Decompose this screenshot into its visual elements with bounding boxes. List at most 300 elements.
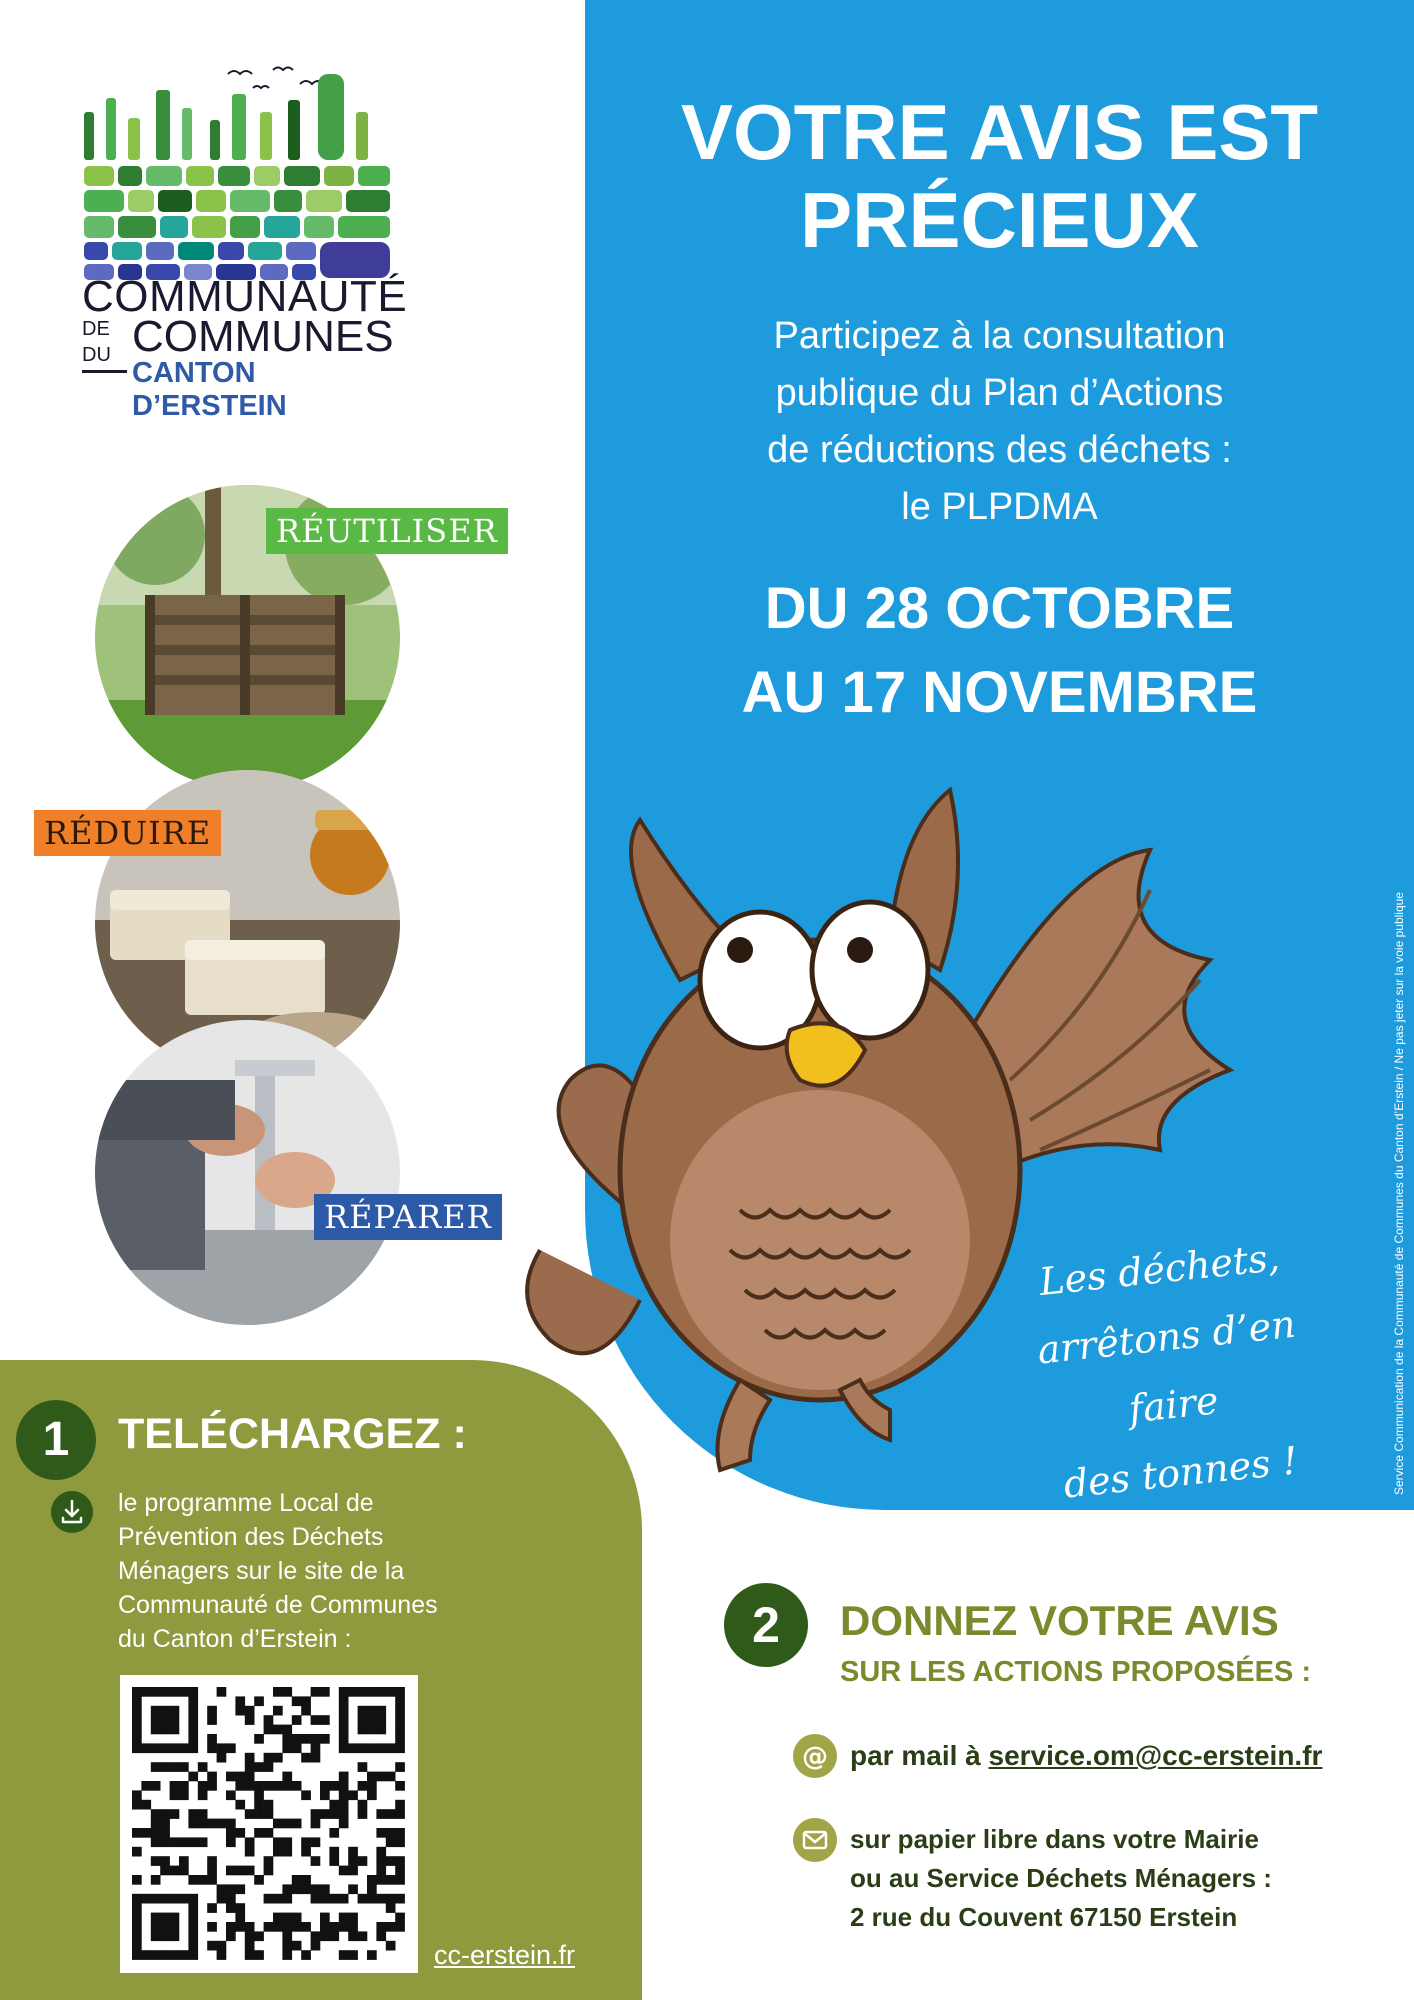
qr-module [217, 1941, 227, 1951]
qr-module [179, 1866, 189, 1876]
qr-module [386, 1894, 396, 1904]
qr-module [292, 1884, 302, 1894]
qr-module [376, 1743, 386, 1753]
tag-reduce: RÉDUIRE [34, 810, 221, 856]
qr-module [235, 1913, 245, 1923]
step-2-title: DONNEZ VOTRE AVIS [840, 1597, 1279, 1644]
qr-module [160, 1894, 170, 1904]
qr-module [132, 1950, 142, 1960]
qr-module [311, 1931, 321, 1941]
qr-module [207, 1941, 217, 1951]
qr-module [386, 1828, 396, 1838]
qr-module [151, 1856, 161, 1866]
qr-module [311, 1819, 321, 1829]
logo-divider [82, 370, 127, 373]
qr-code[interactable] [120, 1675, 418, 1973]
qr-module [395, 1725, 405, 1735]
qr-module [179, 1856, 189, 1866]
qr-module [264, 1781, 274, 1791]
qr-module [245, 1781, 255, 1791]
qr-module [311, 1734, 321, 1744]
qr-module [132, 1687, 142, 1697]
qr-module [282, 1772, 292, 1782]
qr-module [235, 1781, 245, 1791]
qr-module [226, 1922, 236, 1932]
qr-module [348, 1884, 358, 1894]
qr-module [395, 1696, 405, 1706]
qr-module [132, 1903, 142, 1913]
step-1-title: TELÉCHARGEZ : [118, 1410, 467, 1458]
qr-module [160, 1809, 170, 1819]
qr-module [273, 1894, 283, 1904]
title-line-2: PRÉCIEUX [800, 176, 1199, 264]
qr-module [273, 1922, 283, 1932]
qr-module [151, 1922, 161, 1932]
paper-line: 2 rue du Couvent 67150 Erstein [850, 1902, 1238, 1932]
logo-du: DU [82, 344, 111, 366]
qr-module [386, 1875, 396, 1885]
qr-module [292, 1781, 302, 1791]
qr-module [292, 1734, 302, 1744]
page-title [585, 88, 1414, 264]
logo-line-communaute: COMMUNAUTÉ [82, 272, 408, 321]
qr-module [132, 1913, 142, 1923]
qr-module [358, 1931, 368, 1941]
qr-module [217, 1753, 227, 1763]
qr-module [179, 1762, 189, 1772]
qr-module [254, 1790, 264, 1800]
date-line-2: AU 17 NOVEMBRE [741, 660, 1258, 725]
qr-module [301, 1875, 311, 1885]
qr-module [179, 1950, 189, 1960]
qr-module [320, 1790, 330, 1800]
qr-module [132, 1715, 142, 1725]
qr-module [188, 1931, 198, 1941]
qr-module [367, 1772, 377, 1782]
qr-module [160, 1828, 170, 1838]
qr-module [207, 1743, 217, 1753]
qr-module [198, 1781, 208, 1791]
qr-module [358, 1743, 368, 1753]
qr-module [160, 1706, 170, 1716]
qr-module [339, 1809, 349, 1819]
qr-module [320, 1781, 330, 1791]
qr-module [358, 1856, 368, 1866]
qr-module [245, 1837, 255, 1847]
logo-line-canton: CANTON D’ERSTEIN [132, 357, 287, 422]
qr-module [235, 1866, 245, 1876]
qr-module [339, 1734, 349, 1744]
qr-module [311, 1894, 321, 1904]
qr-module [358, 1762, 368, 1772]
qr-module [386, 1687, 396, 1697]
qr-module [376, 1809, 386, 1819]
qr-module [367, 1706, 377, 1716]
qr-module [217, 1743, 227, 1753]
qr-module [282, 1884, 292, 1894]
title-line-1: VOTRE AVIS EST [680, 88, 1319, 176]
qr-module [188, 1875, 198, 1885]
qr-module [395, 1837, 405, 1847]
qr-module [160, 1687, 170, 1697]
qr-module [329, 1809, 339, 1819]
qr-module [132, 1734, 142, 1744]
qr-module [132, 1941, 142, 1951]
qr-module [329, 1856, 339, 1866]
qr-module [170, 1837, 180, 1847]
qr-module [170, 1706, 180, 1716]
qr-module [264, 1800, 274, 1810]
qr-module [151, 1687, 161, 1697]
qr-module [264, 1715, 274, 1725]
qr-module [151, 1809, 161, 1819]
qr-module [376, 1866, 386, 1876]
qr-module [339, 1781, 349, 1791]
qr-module [329, 1847, 339, 1857]
qr-module [292, 1913, 302, 1923]
qr-module [348, 1856, 358, 1866]
qr-module [198, 1819, 208, 1829]
slogan [977, 1217, 1363, 1525]
qr-module [207, 1715, 217, 1725]
qr-module [170, 1931, 180, 1941]
qr-module [339, 1696, 349, 1706]
qr-module [301, 1922, 311, 1932]
qr-module [367, 1894, 377, 1904]
qr-module [376, 1847, 386, 1857]
qr-module [273, 1706, 283, 1716]
qr-module [160, 1856, 170, 1866]
website-link[interactable]: cc-erstein.fr [434, 1940, 576, 1970]
qr-module [282, 1847, 292, 1857]
qr-module [170, 1922, 180, 1932]
qr-module [358, 1687, 368, 1697]
step-2-badge: 2 [724, 1583, 808, 1667]
qr-module [245, 1753, 255, 1763]
description-line: le programme Local de [118, 1489, 374, 1517]
qr-module [301, 1696, 311, 1706]
qr-module [292, 1941, 302, 1951]
qr-module [395, 1781, 405, 1791]
qr-module [179, 1837, 189, 1847]
qr-module [160, 1913, 170, 1923]
qr-module [311, 1809, 321, 1819]
qr-module [198, 1790, 208, 1800]
qr-module [188, 1743, 198, 1753]
qr-module [207, 1781, 217, 1791]
slogan-line: des tonnes ! [1061, 1438, 1300, 1507]
qr-module [358, 1715, 368, 1725]
qr-module [348, 1743, 358, 1753]
qr-module [367, 1687, 377, 1697]
qr-module [264, 1753, 274, 1763]
qr-module [301, 1706, 311, 1716]
qr-module [311, 1715, 321, 1725]
qr-module [160, 1725, 170, 1735]
qr-module [273, 1725, 283, 1735]
qr-module [254, 1734, 264, 1744]
step-2-subtitle: SUR LES ACTIONS PROPOSÉES : [840, 1656, 1312, 1688]
qr-module [292, 1715, 302, 1725]
qr-module [339, 1913, 349, 1923]
qr-module [348, 1847, 358, 1857]
qr-module [160, 1950, 170, 1960]
logo-line-communes: COMMUNES [132, 312, 394, 361]
qr-module [386, 1922, 396, 1932]
qr-module [245, 1931, 255, 1941]
qr-module [217, 1687, 227, 1697]
qr-module [358, 1809, 368, 1819]
qr-module [245, 1809, 255, 1819]
qr-module [188, 1894, 198, 1904]
qr-module [320, 1884, 330, 1894]
qr-module [339, 1922, 349, 1932]
qr-module [188, 1734, 198, 1744]
qr-module [320, 1913, 330, 1923]
qr-module [170, 1894, 180, 1904]
qr-module [273, 1847, 283, 1857]
qr-module [141, 1743, 151, 1753]
qr-module [311, 1743, 321, 1753]
qr-module [207, 1875, 217, 1885]
qr-module [132, 1706, 142, 1716]
qr-module [339, 1950, 349, 1960]
qr-module [282, 1725, 292, 1735]
qr-module [207, 1922, 217, 1932]
qr-module [376, 1725, 386, 1735]
qr-module [264, 1866, 274, 1876]
qr-module [179, 1687, 189, 1697]
step-1-description [118, 1486, 498, 1656]
qr-module [264, 1762, 274, 1772]
qr-module [311, 1856, 321, 1866]
description-line: Ménagers sur le site de la [118, 1557, 405, 1585]
qr-module [339, 1894, 349, 1904]
qr-module [151, 1828, 161, 1838]
qr-module [376, 1828, 386, 1838]
qr-module [292, 1819, 302, 1829]
qr-module [151, 1725, 161, 1735]
qr-module [226, 1931, 236, 1941]
qr-module [367, 1781, 377, 1791]
qr-module [367, 1875, 377, 1885]
qr-module [226, 1894, 236, 1904]
qr-module [386, 1903, 396, 1913]
qr-module [217, 1894, 227, 1904]
qr-module [188, 1772, 198, 1782]
qr-module [132, 1894, 142, 1904]
qr-module [329, 1800, 339, 1810]
qr-module [235, 1706, 245, 1716]
qr-module [301, 1790, 311, 1800]
subtitle-line: Participez à la consultation [773, 315, 1226, 357]
qr-module [254, 1931, 264, 1941]
qr-module [282, 1931, 292, 1941]
qr-module [254, 1828, 264, 1838]
qr-module [188, 1706, 198, 1716]
qr-module [170, 1866, 180, 1876]
qr-module [329, 1922, 339, 1932]
qr-module [254, 1696, 264, 1706]
qr-module [395, 1894, 405, 1904]
qr-module [151, 1931, 161, 1941]
description-line: du Canton d’Erstein : [118, 1625, 352, 1653]
qr-module [320, 1715, 330, 1725]
qr-module [151, 1950, 161, 1960]
qr-module [141, 1800, 151, 1810]
qr-module [282, 1819, 292, 1829]
slogan-line: Les déchets, [1037, 1235, 1282, 1305]
step-1-badge: 1 [16, 1400, 96, 1480]
envelope-icon [793, 1818, 837, 1862]
qr-module [207, 1819, 217, 1829]
qr-module [282, 1922, 292, 1932]
qr-module [320, 1734, 330, 1744]
qr-module [282, 1950, 292, 1960]
qr-module [254, 1781, 264, 1791]
qr-module [235, 1903, 245, 1913]
qr-module [301, 1884, 311, 1894]
qr-module [151, 1743, 161, 1753]
download-icon[interactable] [50, 1490, 94, 1534]
qr-module [348, 1687, 358, 1697]
qr-module [320, 1687, 330, 1697]
paper-line: sur papier libre dans votre Mairie [850, 1824, 1259, 1854]
qr-module [179, 1781, 189, 1791]
qr-module [151, 1913, 161, 1923]
qr-module [282, 1894, 292, 1904]
qr-module [179, 1894, 189, 1904]
qr-module [141, 1687, 151, 1697]
qr-module [235, 1884, 245, 1894]
qr-module [160, 1743, 170, 1753]
qr-module [282, 1743, 292, 1753]
qr-module [132, 1790, 142, 1800]
qr-module [376, 1856, 386, 1866]
qr-module [339, 1800, 349, 1810]
logo-de: DE [82, 318, 110, 340]
qr-module [160, 1715, 170, 1725]
qr-module [329, 1828, 339, 1838]
qr-module [264, 1856, 274, 1866]
qr-module [160, 1819, 170, 1829]
qr-module [395, 1687, 405, 1697]
qr-module [151, 1837, 161, 1847]
qr-module [339, 1790, 349, 1800]
qr-module [254, 1809, 264, 1819]
qr-module [226, 1819, 236, 1829]
qr-module [141, 1894, 151, 1904]
qr-module [367, 1790, 377, 1800]
qr-module [160, 1931, 170, 1941]
qr-module [301, 1847, 311, 1857]
qr-module [376, 1772, 386, 1782]
qr-module [160, 1866, 170, 1876]
qr-module [358, 1800, 368, 1810]
qr-module [329, 1931, 339, 1941]
qr-module [235, 1800, 245, 1810]
qr-module [339, 1715, 349, 1725]
qr-module [282, 1913, 292, 1923]
qr-module [198, 1837, 208, 1847]
qr-module [367, 1715, 377, 1725]
qr-module [245, 1941, 255, 1951]
qr-module [376, 1894, 386, 1904]
qr-module [188, 1913, 198, 1923]
subtitle-line: publique du Plan d’Actions [775, 372, 1224, 414]
qr-module [273, 1687, 283, 1697]
qr-module [141, 1781, 151, 1791]
qr-module [292, 1696, 302, 1706]
qr-module [395, 1875, 405, 1885]
qr-module [245, 1772, 255, 1782]
qr-module [245, 1950, 255, 1960]
qr-module [292, 1875, 302, 1885]
qr-module [217, 1819, 227, 1829]
qr-module [367, 1950, 377, 1960]
qr-module [188, 1837, 198, 1847]
qr-module [198, 1809, 208, 1819]
qr-module [179, 1790, 189, 1800]
qr-module [395, 1913, 405, 1923]
qr-module [339, 1772, 349, 1782]
qr-module [358, 1706, 368, 1716]
qr-module [273, 1781, 283, 1791]
qr-module [282, 1687, 292, 1697]
qr-module [217, 1884, 227, 1894]
qr-module [132, 1725, 142, 1735]
qr-module [170, 1687, 180, 1697]
qr-module [151, 1875, 161, 1885]
qr-module [348, 1931, 358, 1941]
qr-module [311, 1884, 321, 1894]
qr-module [188, 1819, 198, 1829]
repair-tap-photo [95, 1020, 400, 1325]
qr-module [292, 1743, 302, 1753]
qr-module [245, 1922, 255, 1932]
qr-module [188, 1725, 198, 1735]
qr-module [254, 1950, 264, 1960]
at-icon [793, 1734, 837, 1778]
qr-module [264, 1922, 274, 1932]
email-link[interactable]: service.om@cc-erstein.fr [988, 1740, 1323, 1771]
qr-module [226, 1903, 236, 1913]
date-line-1: DU 28 OCTOBRE [764, 576, 1235, 641]
qr-module [376, 1706, 386, 1716]
qr-module [188, 1903, 198, 1913]
qr-module [132, 1696, 142, 1706]
qr-module [264, 1894, 274, 1904]
qr-module [339, 1819, 349, 1829]
description-line: Prévention des Déchets [118, 1523, 384, 1551]
qr-module [188, 1922, 198, 1932]
qr-module [376, 1875, 386, 1885]
qr-module [188, 1809, 198, 1819]
subtitle-line: de réductions des déchets : [767, 429, 1232, 471]
qr-module [395, 1743, 405, 1753]
qr-module [395, 1706, 405, 1716]
qr-module [273, 1913, 283, 1923]
qr-module [170, 1809, 180, 1819]
qr-module [320, 1894, 330, 1904]
qr-module [301, 1753, 311, 1763]
qr-module [160, 1922, 170, 1932]
qr-module [339, 1866, 349, 1876]
qr-module [301, 1837, 311, 1847]
qr-module [245, 1706, 255, 1716]
qr-module [254, 1762, 264, 1772]
qr-module [339, 1725, 349, 1735]
